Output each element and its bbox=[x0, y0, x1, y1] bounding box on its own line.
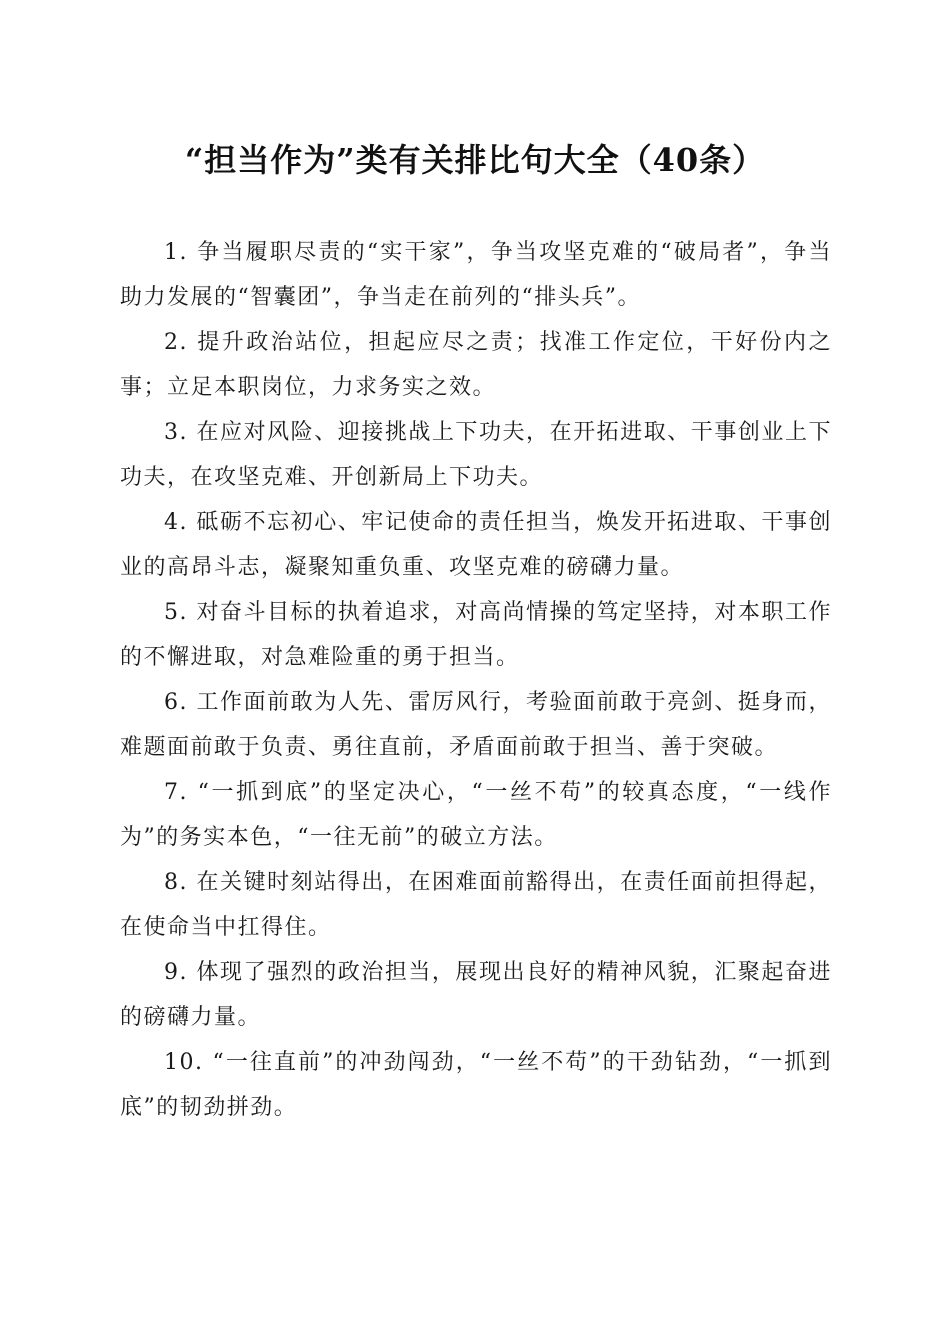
paragraph-7: 7. “一抓到底”的坚定决心，“一丝不苟”的较真态度，“一线作为”的务实本色，“一往无前”的破立方法。 bbox=[120, 780, 832, 850]
paragraph-1: 1. 争当履职尽责的“实干家”，争当攻坚克难的“破局者”，争当助力发展的“智囊团”，争当走在前列的“排头兵”。 bbox=[120, 240, 832, 310]
paragraph-3: 3. 在应对风险、迎接挑战上下功夫，在开拓进取、干事创业上下功夫，在攻坚克难、开创新局上下功夫。 bbox=[120, 420, 832, 490]
paragraph-2: 2. 提升政治站位，担起应尽之责；找准工作定位，干好份内之事；立足本职岗位，力求务实之效。 bbox=[120, 330, 832, 400]
paragraph-4: 4. 砥砺不忘初心、牢记使命的责任担当，焕发开拓进取、干事创业的高昂斗志，凝聚知重负重、攻坚克难的磅礴力量。 bbox=[120, 510, 832, 580]
document-title: “担当作为”类有关排比句大全（40条） bbox=[184, 141, 766, 179]
document-body bbox=[120, 230, 832, 1130]
paragraph-9: 9. 体现了强烈的政治担当，展现出良好的精神风貌，汇聚起奋进的磅礴力量。 bbox=[120, 960, 832, 1030]
paragraph-5: 5. 对奋斗目标的执着追求，对高尚情操的笃定坚持，对本职工作的不懈进取，对急难险重的勇于担当。 bbox=[120, 600, 832, 670]
paragraph-6: 6. 工作面前敢为人先、雷厉风行，考验面前敢于亮剑、挺身而，难题面前敢于负责、勇往直前，矛盾面前敢于担当、善于突破。 bbox=[120, 690, 832, 760]
paragraph-10: 10. “一往直前”的冲劲闯劲，“一丝不苟”的干劲钻劲，“一抓到底”的韧劲拼劲。 bbox=[120, 1050, 832, 1120]
paragraph-8: 8. 在关键时刻站得出，在困难面前豁得出，在责任面前担得起，在使命当中扛得住。 bbox=[120, 870, 832, 940]
